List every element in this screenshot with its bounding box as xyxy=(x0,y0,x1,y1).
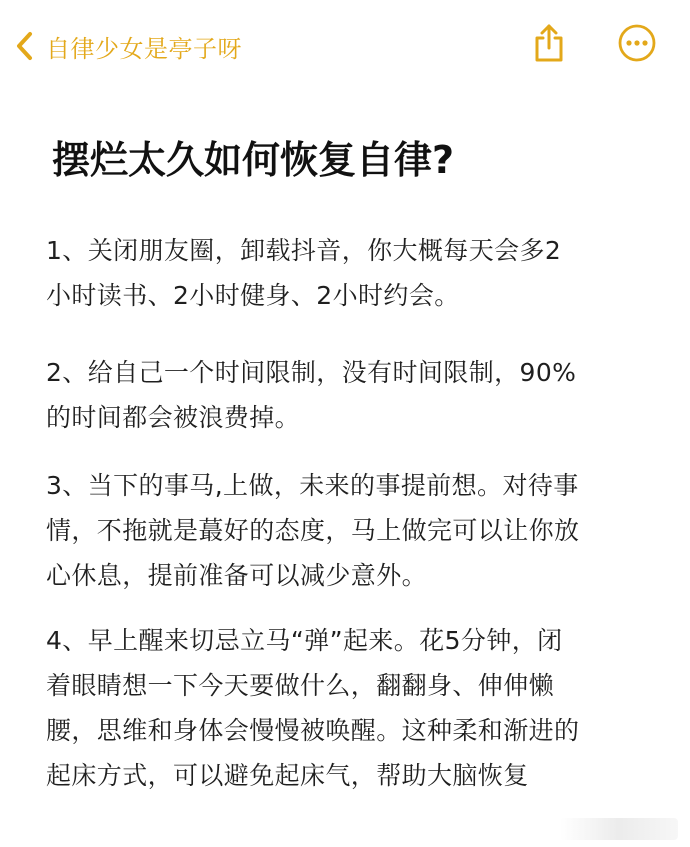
paragraph-line: 3、当下的事马,上做，未来的事提前想。对待事 xyxy=(46,471,579,500)
paragraph-line: 腰，思维和身体会慢慢被唤醒。这种柔和渐进的 xyxy=(46,716,580,745)
paragraph-line: 着眼睛想一下今天要做什么，翻翻身、伸伸懒 xyxy=(46,671,555,700)
paragraph-1 xyxy=(46,228,646,318)
paragraph-line: 的时间都会被浪费掉。 xyxy=(46,403,301,432)
paragraph-line: 心休息，提前准备可以减少意外。 xyxy=(46,561,428,590)
paragraph-2 xyxy=(46,350,646,440)
share-button[interactable] xyxy=(526,22,572,68)
more-options-button[interactable] xyxy=(614,22,660,68)
paragraph-4 xyxy=(46,618,646,798)
paragraph-line: 4、早上醒来切忌立马“弹”起来。花5分钟，闭 xyxy=(46,626,563,655)
back-label: 自律少女是亭子呀 xyxy=(46,34,242,63)
paragraph-3 xyxy=(46,463,646,598)
back-button[interactable] xyxy=(14,24,242,68)
paragraph-line: 1、关闭朋友圈，卸载抖音，你大概每天会多2 xyxy=(46,236,562,265)
share-icon xyxy=(532,23,566,67)
note-title: 摆烂太久如何恢复自律? xyxy=(52,138,455,182)
paragraph-line: 小时读书、2小时健身、2小时约会。 xyxy=(46,281,460,310)
paragraph-line: 2、给自己一个时间限制，没有时间限制，90% xyxy=(46,358,577,387)
paragraph-line: 情，不拖就是蕞好的态度，马上做完可以让你放 xyxy=(46,516,580,545)
watermark xyxy=(560,818,678,840)
more-ellipsis-icon xyxy=(617,23,657,67)
paragraph-line: 起床方式，可以避免起床气，帮助大脑恢复 xyxy=(46,761,529,790)
top-navigation-bar xyxy=(0,0,690,92)
chevron-left-icon xyxy=(14,30,36,62)
